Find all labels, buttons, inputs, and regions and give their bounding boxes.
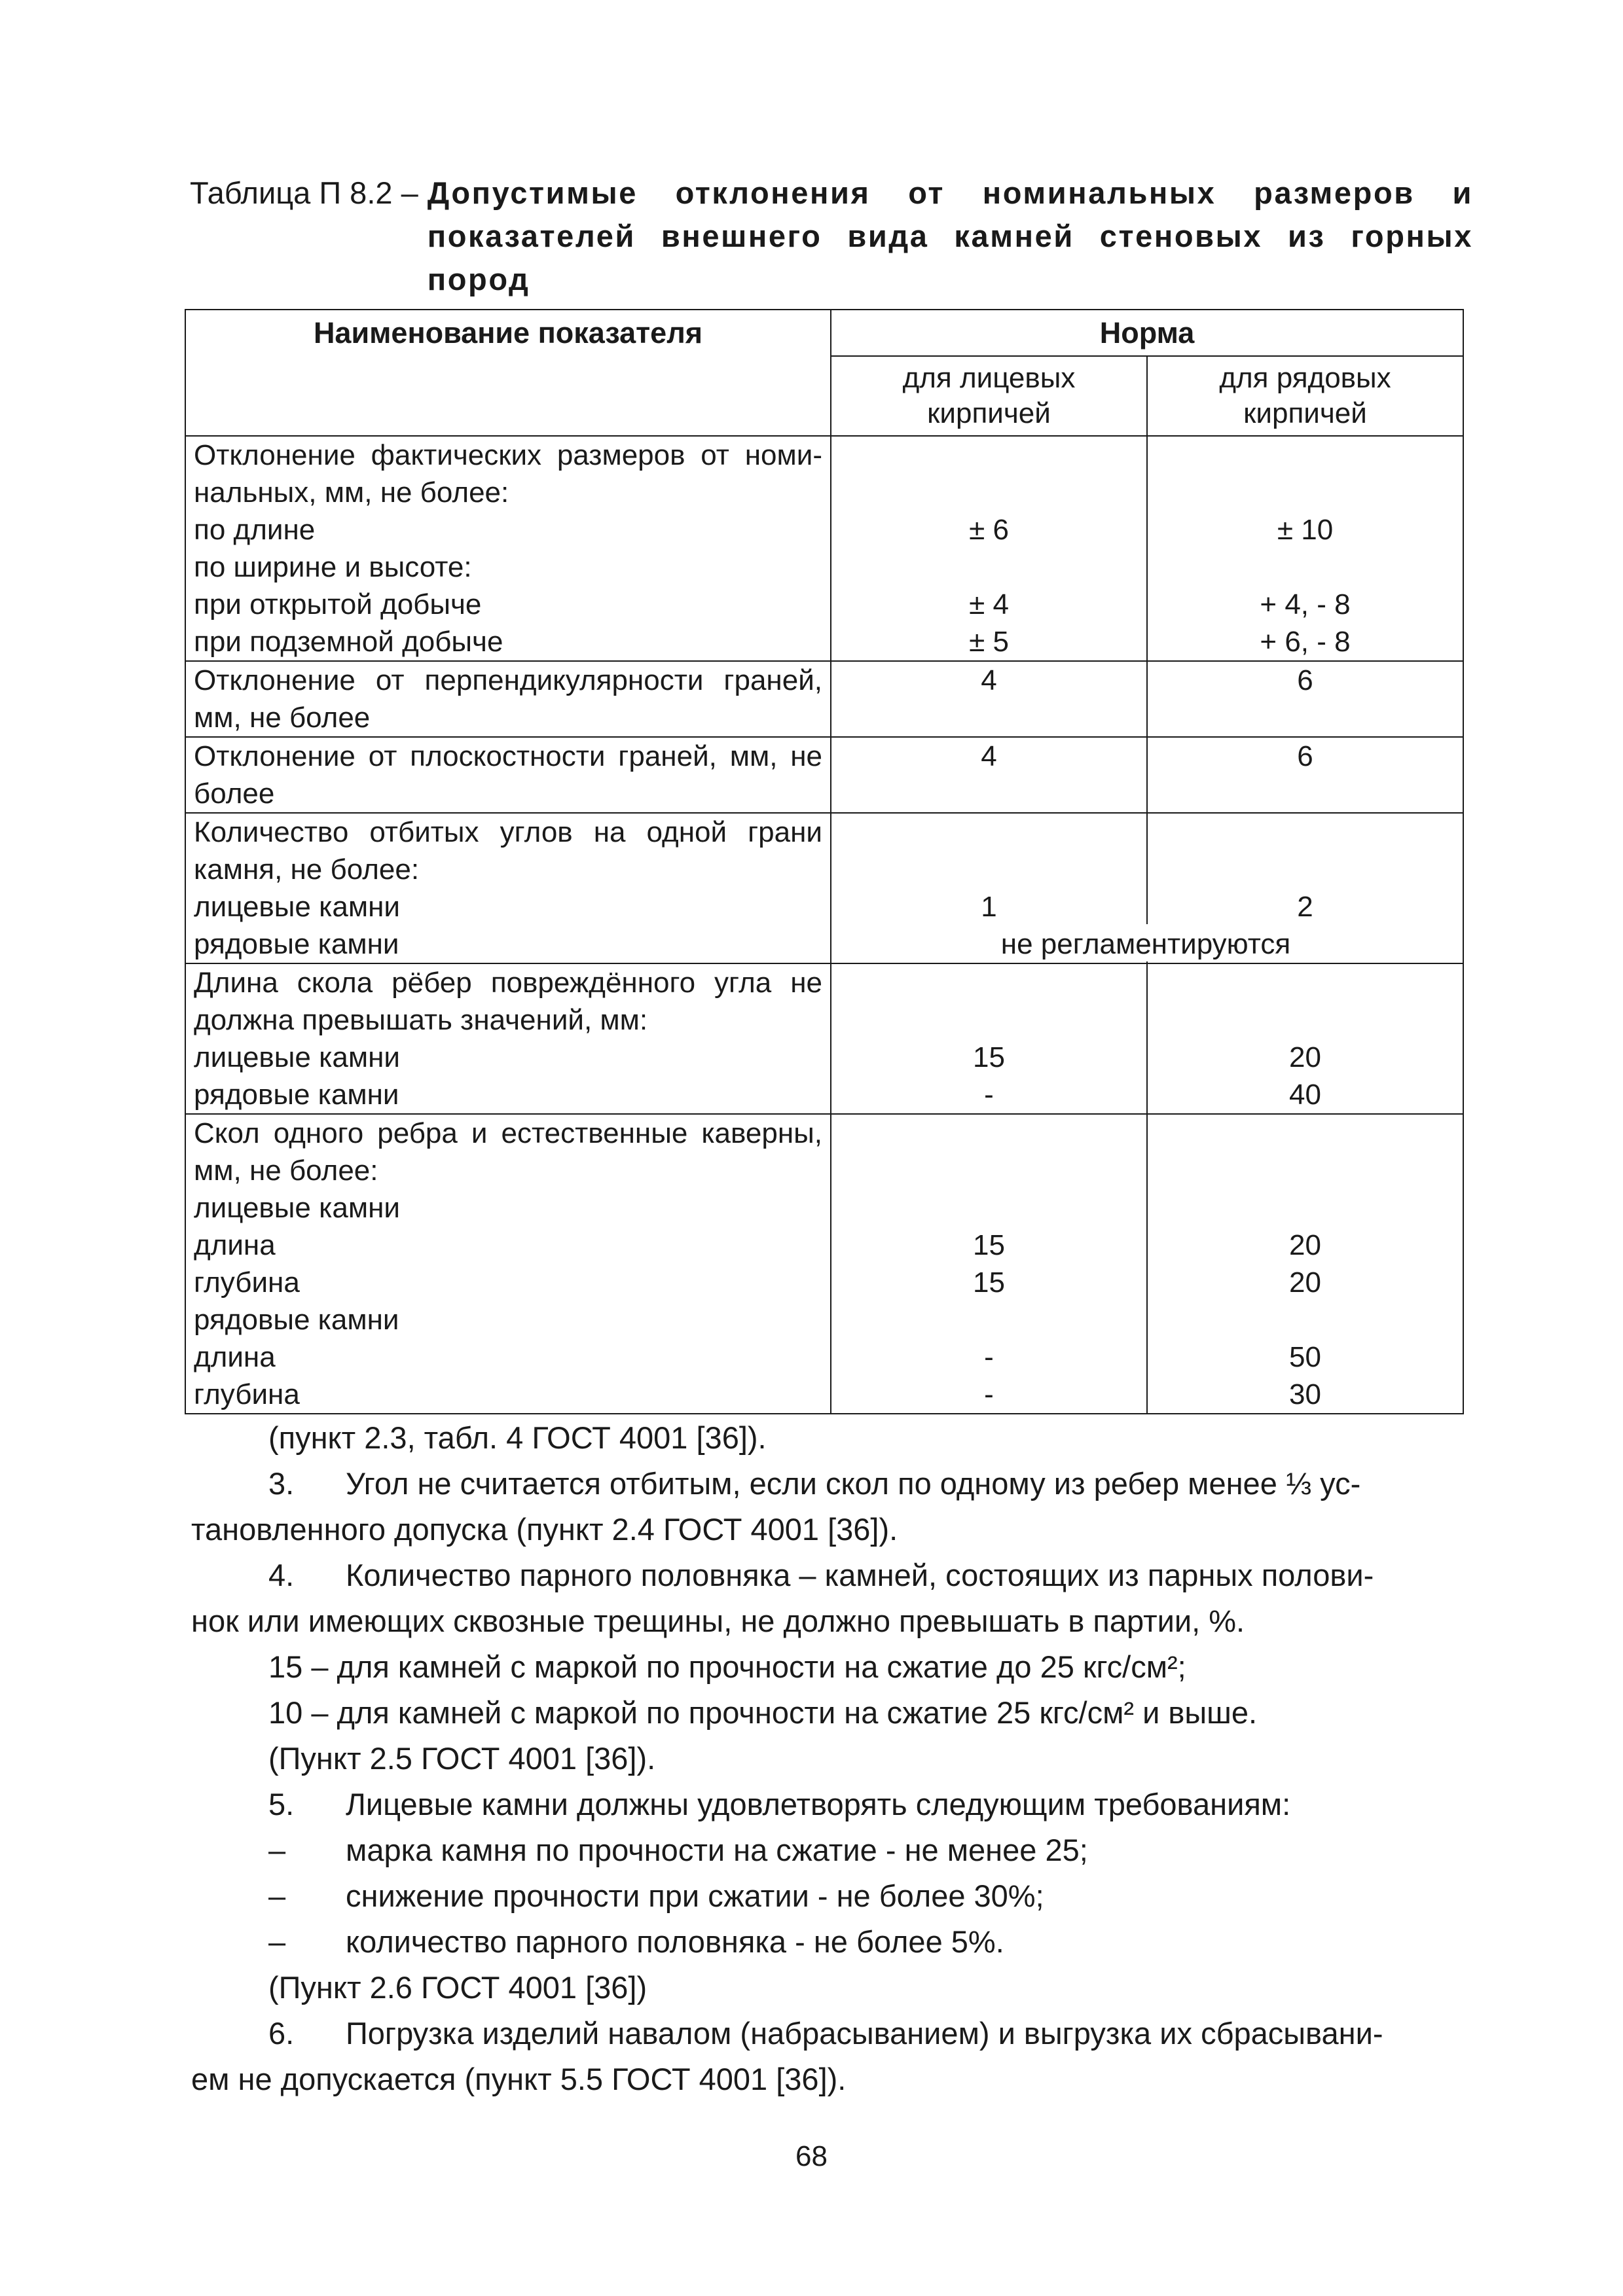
indicator-line: длина [194,1229,276,1261]
face-bricks-value-cell [831,661,1147,737]
indicator-name-cell [185,737,831,813]
face-bricks-value-cell [831,737,1147,813]
bullet-1-text: марка камня по прочности на сжатие - не менее 25; [346,1833,1088,1867]
indicator-line: рядовые камни [194,1079,399,1111]
table-row [185,1114,1463,1414]
value [1156,851,1455,888]
indicator-name-cell [185,1114,831,1414]
indicator-line: при открытой добыче [194,588,482,620]
indicator-line: нальных, мм, не более: [194,476,509,509]
value [1156,1301,1455,1338]
indicator-line: глубина [194,1266,300,1299]
value [1156,1189,1455,1227]
reference-2: (Пункт 2.5 ГОСТ 4001 [36]). [268,1741,656,1776]
value [1156,548,1455,586]
value [839,775,1139,812]
indicator-line: Отклонение от плоскостности граней, мм, не [194,740,822,772]
value: 15 [973,1266,1005,1299]
caption-label: Таблица П 8.2 – [190,175,418,210]
indicator-line: Отклонение фактических размеров от номи- [194,439,822,471]
face-bricks-value-cell [831,436,1147,661]
value: 6 [1297,664,1313,696]
indicator-line: Отклонение от перпендикулярности граней, [194,664,822,696]
value [1156,474,1455,511]
value: 4 [981,740,997,772]
item-6-line-1: Погрузка изделий навалом (набрасыванием) и выгрузка их сбрасывани- [346,2016,1383,2051]
item-5-number: 5. [268,1787,295,1821]
face-bricks-value-cell [831,963,1147,1114]
face-bricks-value-cell [831,1114,1147,1414]
bullet-1-dash: – [268,1833,286,1867]
item-5-text: Лицевые камни должны удовлетворять следующим требованиям: [346,1787,1291,1821]
caption-title: Допустимые отклонения от номинальных размеров и показателей внешнего вида камней стеновых из горных пород [427,175,1473,296]
item-4-line-1: Количество парного половняка – камней, состоящих из парных полови- [346,1558,1374,1592]
value [839,1189,1139,1227]
bullet-2 [191,1873,1461,1919]
merged-note-not-regulated: не регламентируются [1000,928,1291,960]
table-row [185,661,1463,737]
bullet-1 [191,1827,1461,1873]
ordinary-bricks-value-cell [1147,963,1463,1114]
value [839,548,1139,586]
body-text [191,1415,1461,2102]
table-caption [190,171,1473,301]
indicator-line: лицевые камни [194,891,400,923]
header-ordinary-line-2: кирпичей [1243,397,1367,429]
indicator-line: по ширине и высоте: [194,551,472,583]
value: 15 [973,1041,1005,1073]
value [1156,437,1455,474]
value: 20 [1289,1229,1321,1261]
ordinary-bricks-value-cell [1147,737,1463,813]
item-4 [191,1552,1461,1598]
bullet-2-text: снижение прочности при сжатии - не более 30%; [346,1878,1044,1913]
value [839,1301,1139,1338]
value: ± 6 [969,514,1009,546]
value: 40 [1289,1079,1321,1111]
value: ± 10 [1277,514,1334,546]
indicator-line: лицевые камни [194,1041,400,1073]
indicator-line: при подземной добыче [194,626,503,658]
tolerance-table [185,309,1464,1414]
bullet-3 [191,1919,1461,1965]
value: 6 [1297,740,1313,772]
header-ordinary-line-1: для рядовых [1219,362,1391,394]
item-4-line-2: нок или имеющих сквозные трещины, не должно превышать в партии, %. [191,1604,1245,1638]
value [839,1152,1139,1189]
bullet-3-dash: – [268,1924,286,1959]
item-6-line-2: ем не допускается (пункт 5.5 ГОСТ 4001 [36]). [191,2062,847,2096]
item-3-line-1: Угол не считается отбитым, если скол по одному из ребер менее ⅓ ус- [346,1466,1361,1501]
indicator-name-cell [185,661,831,737]
page-number: 68 [795,2140,828,2172]
table-row [185,436,1463,661]
value [1156,1152,1455,1189]
header-face-line-2: кирпичей [927,397,1051,429]
value [1156,814,1455,851]
indicator-line: должна превышать значений, мм: [194,1004,648,1036]
value: 1 [981,891,997,923]
value: 2 [1297,891,1313,923]
value: 15 [973,1229,1005,1261]
value: 50 [1289,1341,1321,1373]
value [839,814,1139,851]
value: - [984,1079,994,1111]
norm-10: 10 – для камней с маркой по прочности на сжатие 25 кгс/см² и выше. [268,1695,1258,1730]
item-6 [191,2011,1461,2056]
table-row [185,737,1463,813]
indicator-line: более [194,778,275,810]
value: 30 [1289,1378,1321,1410]
value: - [984,1341,994,1373]
header-norm: Норма [831,310,1463,356]
indicator-line: длина [194,1341,276,1373]
header-face-line-1: для лицевых [902,362,1076,394]
value: 4 [981,664,997,696]
indicator-line: Скол одного ребра и естественные каверны, [194,1117,822,1149]
value: + 4, - 8 [1260,588,1351,620]
indicator-line: Длина скола рёбер повреждённого угла не [194,967,822,999]
ordinary-bricks-value-cell [1147,661,1463,737]
indicator-name-cell [185,963,831,1114]
header-face-bricks [831,356,1147,436]
header-indicator-name: Наименование показателя [185,310,831,436]
value [839,699,1139,736]
value: 20 [1289,1041,1321,1073]
header-ordinary-bricks [1147,356,1463,436]
reference-3: (Пункт 2.6 ГОСТ 4001 [36]) [268,1970,647,2005]
value [1156,1001,1455,1039]
value [1156,964,1455,1001]
value [1156,775,1455,812]
indicator-name-cell [185,813,831,963]
ordinary-bricks-value-cell [1147,1114,1463,1414]
item-3 [191,1461,1461,1507]
indicator-line: Количество отбитых углов на одной грани [194,816,822,848]
item-3-line-2: тановленного допуска (пункт 2.4 ГОСТ 4001 [36]). [191,1512,898,1547]
value [839,1115,1139,1152]
indicator-line: камня, не более: [194,853,420,886]
norm-15: 15 – для камней с маркой по прочности на сжатие до 25 кгс/см²; [268,1649,1186,1684]
indicator-line: лицевые камни [194,1192,400,1224]
item-3-number: 3. [268,1466,295,1501]
value: 20 [1289,1266,1321,1299]
value [839,1001,1139,1039]
value [839,437,1139,474]
value: - [984,1378,994,1410]
indicator-name-cell [185,436,831,661]
bullet-3-text: количество парного половняка - не более 5%. [346,1924,1004,1959]
value: ± 4 [969,588,1009,620]
item-5 [191,1782,1461,1827]
reference-1: (пункт 2.3, табл. 4 ГОСТ 4001 [36]). [268,1420,767,1455]
value [839,964,1139,1001]
value [839,474,1139,511]
indicator-line: рядовые камни [194,928,399,960]
item-6-number: 6. [268,2016,295,2051]
ordinary-bricks-value-cell [1147,436,1463,661]
value [1156,1115,1455,1152]
value: ± 5 [969,626,1009,658]
value [839,851,1139,888]
indicator-line: мм, не более: [194,1155,378,1187]
item-4-number: 4. [268,1558,295,1592]
indicator-line: мм, не более [194,702,371,734]
indicator-line: по длине [194,514,316,546]
indicator-line: рядовые камни [194,1304,399,1336]
value [1156,699,1455,736]
indicator-line: глубина [194,1378,300,1410]
value: + 6, - 8 [1260,626,1351,658]
bullet-2-dash: – [268,1878,286,1913]
table-row [185,963,1463,1114]
